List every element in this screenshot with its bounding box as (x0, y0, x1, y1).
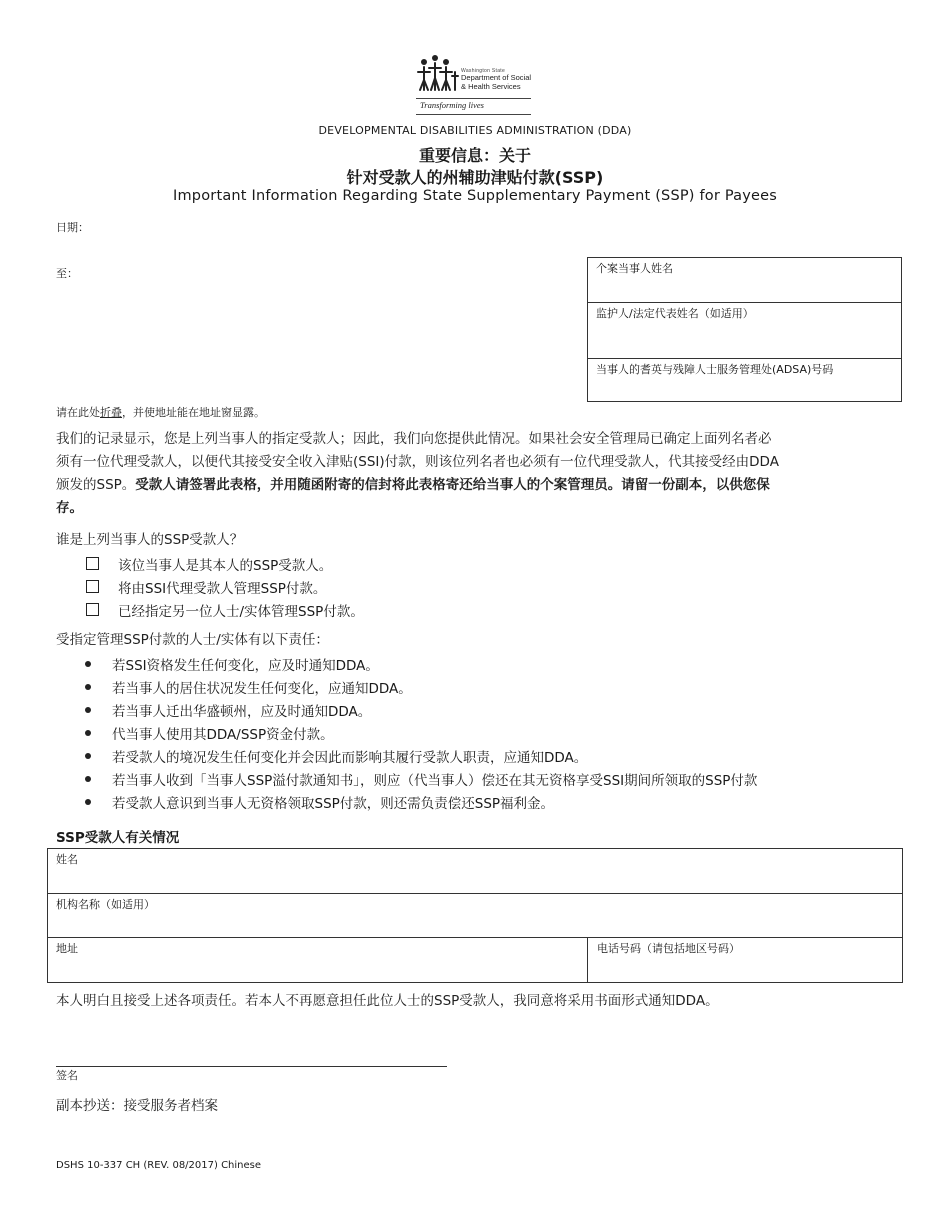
fold-note-pre: 请在此处 (56, 406, 100, 419)
dshs-people-icon (416, 54, 460, 94)
adsa-number-field[interactable] (588, 359, 901, 401)
option-label-self: 该位当事人是其本人的SSP受款人。 (118, 558, 333, 574)
intro-line1: 我们的记录显示，您是上列当事人的指定受款人；因此，我们向您提供此情况。如果社会安全管理局已确定上面列名者必 (56, 431, 772, 447)
guardian-name-field[interactable] (588, 303, 901, 358)
agency-name-label: 机构名称（如适用） (56, 898, 155, 911)
case-info-box (587, 257, 902, 402)
address-label: 地址 (56, 942, 78, 955)
bullet (85, 753, 91, 759)
guardian-name-label: 监护人/法定代表姓名（如适用） (596, 307, 754, 320)
responsibility-item: 若受款人意识到当事人无资格领取SSP付款，则还需负责偿还SSP福利金。 (112, 796, 555, 812)
logo-tagline: Transforming lives (420, 100, 484, 110)
responsibility-item: 若受款人的境况发生任何变化并会因此而影响其履行受款人职责，应通知DDA。 (112, 750, 588, 766)
logo-line3: & Health Services (461, 82, 521, 91)
title-cn-line2: 针对受款人的州辅助津贴付款(SSP) (346, 168, 604, 187)
option-label-other: 已经指定另一位人士/实体管理SSP付款。 (118, 604, 364, 620)
responsibility-item: 代当事人使用其DDA/SSP资金付款。 (112, 727, 334, 743)
cc-note: 副本抄送：接受服务者档案 (56, 1098, 218, 1114)
intro-line3-normal: 颁发的SSP。 (56, 477, 136, 493)
option-label-ssi-payee: 将由SSI代理受款人管理SSP付款。 (118, 581, 327, 597)
payee-name-label: 姓名 (56, 853, 78, 866)
logo-divider (416, 114, 531, 115)
adsa-number-label: 当事人的耆英与残障人士服务管理处(ADSA)号码 (596, 363, 834, 376)
payee-question: 谁是上列当事人的SSP受款人？ (56, 532, 244, 548)
intro-line4-bold: 存。 (56, 500, 83, 516)
logo-line1: Washington State (461, 68, 506, 74)
logo-line2: Department of Social (461, 73, 532, 82)
acknowledgement-text: 本人明白且接受上述各项责任。若本人不再愿意担任此位人士的SSP受款人，我同意将采用书面形式通知DDA。 (56, 993, 719, 1009)
payee-section-heading: SSP受款人有关情况 (56, 830, 180, 846)
signature-label: 签名 (56, 1069, 78, 1082)
bullet (85, 661, 91, 667)
dshs-logo (416, 54, 536, 118)
title-cn-line1: 重要信息：关于 (418, 146, 531, 165)
title-en: Important Information Regarding State Supplementary Payment (SSP) for Payees (173, 188, 777, 204)
bullet (85, 730, 91, 736)
client-name-field[interactable] (588, 258, 901, 302)
bullet (85, 707, 91, 713)
bullet (85, 684, 91, 690)
logo-divider (416, 98, 531, 99)
responsibility-item: 若当事人收到「当事人SSP溢付款通知书」，则应（代当事人）偿还在其无资格享受SSI期间所领取的SSP付款 (112, 773, 758, 789)
payee-name-field[interactable] (48, 849, 902, 893)
fold-note-fold: 折叠 (100, 406, 122, 419)
agency-name: DEVELOPMENTAL DISABILITIES ADMINISTRATION (DDA) (318, 124, 632, 137)
form-number: DSHS 10-337 CH (REV. 08/2017) Chinese (56, 1160, 262, 1171)
bullet (85, 799, 91, 805)
signature-line[interactable] (56, 1066, 447, 1067)
phone-field[interactable] (588, 938, 902, 982)
payee-info-table (47, 848, 903, 983)
date-label: 日期： (56, 221, 89, 234)
option-checkbox-self[interactable] (86, 557, 99, 570)
phone-label: 电话号码（请包括地区号码） (597, 942, 740, 955)
responsibility-item: 若SSI资格发生任何变化，应及时通知DDA。 (112, 658, 379, 674)
agency-name-field[interactable] (48, 894, 902, 937)
bullet (85, 776, 91, 782)
intro-line2: 须有一位代理受款人，以便代其接受安全收入津贴(SSI)付款，则该位列名者也必须有一位代理受款人，代其接受经由DDA (56, 454, 779, 470)
to-label: 至： (56, 267, 78, 280)
fold-note (56, 404, 265, 420)
responsibility-item: 若当事人迁出华盛顿州，应及时通知DDA。 (112, 704, 372, 720)
fold-note-post: ，并使地址能在地址窗显露。 (122, 406, 265, 419)
option-checkbox-ssi-payee[interactable] (86, 580, 99, 593)
option-checkbox-other[interactable] (86, 603, 99, 616)
responsibilities-heading: 受指定管理SSP付款的人士/实体有以下责任： (56, 632, 329, 648)
intro-line3-bold: 受款人请签署此表格，并用随函附寄的信封将此表格寄还给当事人的个案管理员。请留一份副本，以供您保 (135, 477, 770, 493)
responsibility-item: 若当事人的居住状况发生任何变化，应通知DDA。 (112, 681, 412, 697)
address-field[interactable] (48, 938, 587, 982)
intro-paragraph (56, 428, 906, 520)
client-name-label: 个案当事人姓名 (596, 262, 673, 275)
